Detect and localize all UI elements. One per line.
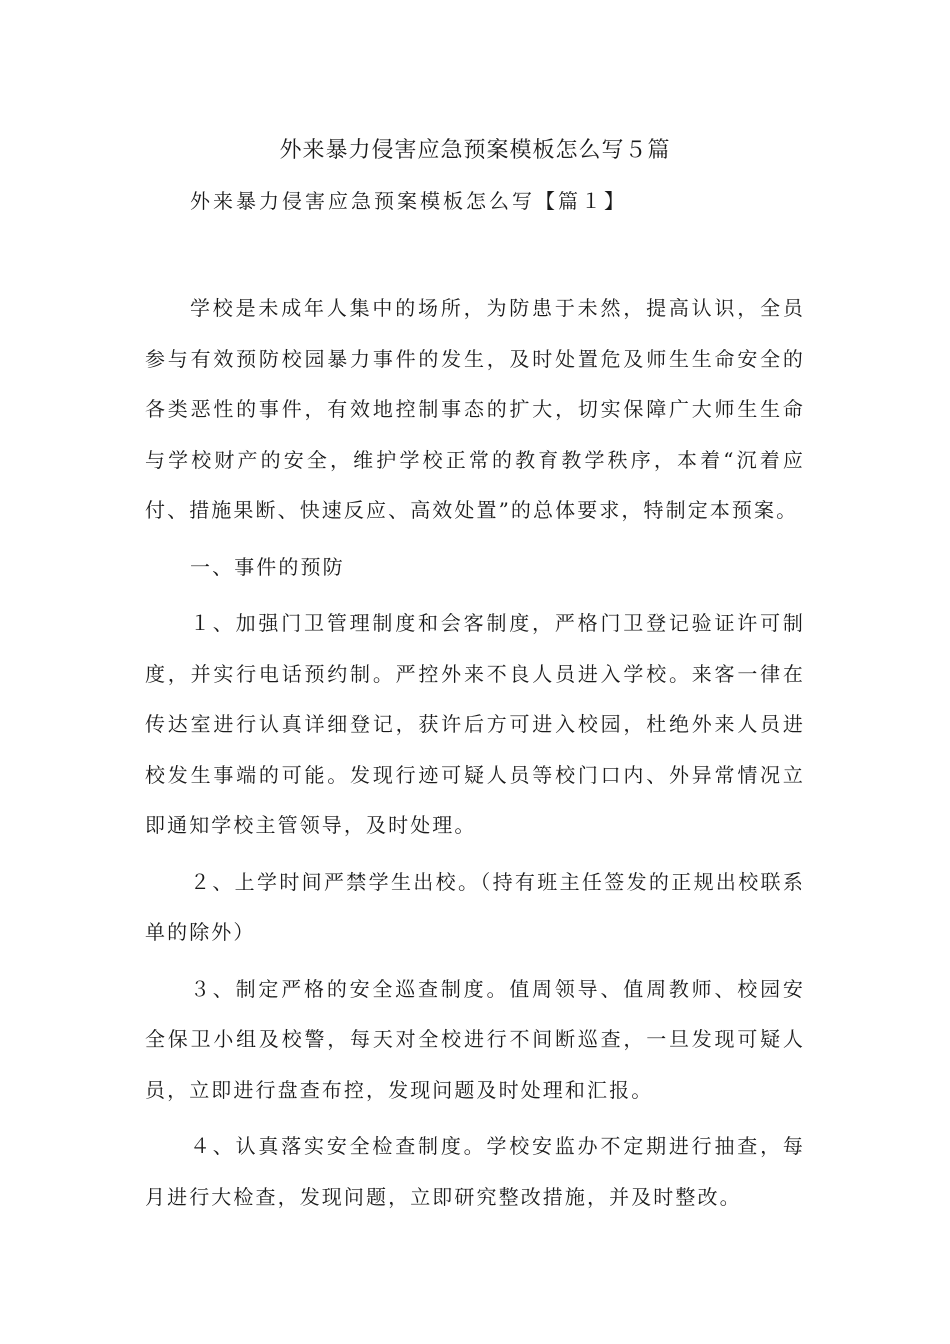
- paragraph-heading-prevention: 一、事件的预防: [190, 554, 345, 579]
- paragraph-item-1: １、加强门卫管理制度和会客制度，严格门卫登记验证许可制度，并实行电话预约制。严控外来不良人员进入学校。来客一律在传达室进行认真详细登记，获许后方可进入校园，杜绝外来人员进校发生事端的可能。发现行迹可疑人员等校门口内、外异常情况立即通知学校主管领导，及时处理。: [145, 611, 805, 837]
- paragraph-item-3: ３、制定严格的安全巡查制度。值周领导、值周教师、校园安全保卫小组及校警，每天对全校进行不间断巡查，一旦发现可疑人员，立即进行盘查布控，发现问题及时处理和汇报。: [145, 976, 805, 1102]
- paragraph-item-4: ４、认真落实安全检查制度。学校安监办不定期进行抽查，每月进行大检查，发现问题，立即研究整改措施，并及时整改。: [145, 1134, 805, 1209]
- section-heading: 外来暴力侵害应急预案模板怎么写【篇１】: [190, 189, 627, 213]
- document-title: 外来暴力侵害应急预案模板怎么写５篇: [279, 138, 671, 163]
- paragraph-intro: 学校是未成年人集中的场所，为防患于未然，提高认识，全员参与有效预防校园暴力事件的发生，及时处置危及师生生命安全的各类恶性的事件，有效地控制事态的扩大，切实保障广大师生生命与学校财产的安全，维护学校正常的教育教学秩序，本着“沉着应付、措施果断、快速反应、高效处置”的总体要求，特制定本预案。: [145, 296, 805, 522]
- paragraph-item-2: ２、上学时间严禁学生出校。（持有班主任签发的正规出校联系单的除外）: [145, 869, 805, 944]
- document-body: [145, 283, 805, 1222]
